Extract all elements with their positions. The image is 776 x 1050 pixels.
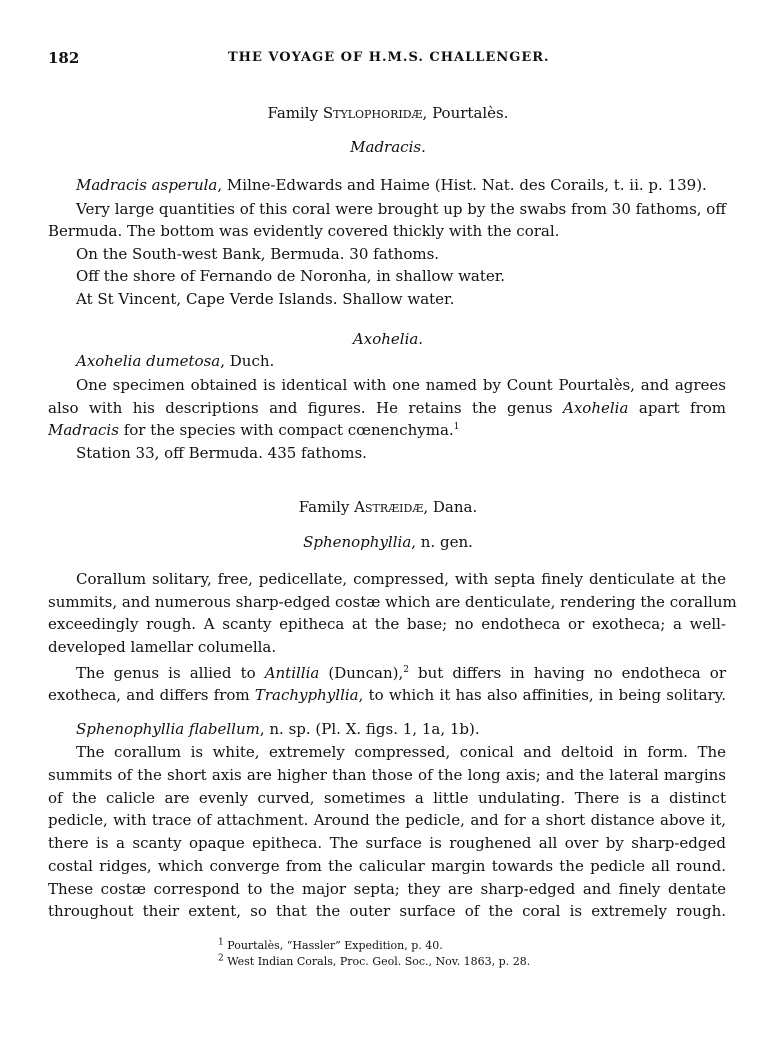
page-number: 182 <box>48 49 80 67</box>
footnote-ref: 1 <box>453 422 460 432</box>
family-heading: Family Stylophoridæ, Pourtalès. <box>267 104 509 122</box>
running-title: THE VOYAGE OF H.M.S. CHALLENGER. <box>228 50 550 65</box>
text-line: The genus is allied to Antillia (Duncan),$^2$ but differs in having no endotheca or <box>76 664 727 682</box>
genus-heading: Sphenophyllia, n. gen. <box>303 533 473 551</box>
text-line: summits, and numerous sharp-edged costæ which are denticulate, rendering the corallum <box>48 593 737 611</box>
locality-line: On the South-west Bank, Bermuda. 30 fathoms. <box>76 245 440 263</box>
text-line: These costæ correspond to the major septa; they are sharp-edged and finely dentate <box>48 880 726 898</box>
text-line: Bermuda. The bottom was evidently covered thickly with the coral. <box>48 222 560 240</box>
text-line: pedicle, with trace of attachment. Around the pedicle, and for a short distance above it, <box>48 811 726 829</box>
text-line: Very large quantities of this coral were brought up by the swabs from 30 fathoms, off <box>76 200 726 218</box>
genus-heading: Axohelia. <box>352 330 424 348</box>
species-entry: Axohelia dumetosa, Duch. <box>76 352 275 370</box>
text-line: exotheca, and differs from Trachyphyllia, to which it has also affinities, in being solitary. <box>48 686 726 704</box>
text-line: The corallum is white, extremely compressed, conical and deltoid in form. The <box>76 743 726 761</box>
footnote: $^1$ Pourtalès, “Hassler” Expedition, p. 40. <box>218 937 443 952</box>
text-line: developed lamellar columella. <box>48 638 277 656</box>
text-line: Madracis for the species with compact cœnenchyma.$^1$ <box>48 421 460 439</box>
genus-heading: Madracis. <box>350 138 426 156</box>
species-entry: Sphenophyllia flabellum, n. sp. (Pl. X. figs. 1, 1a, 1b). <box>76 720 480 738</box>
footnote-ref: 2 <box>403 665 409 675</box>
text-line: exceedingly rough. A scanty epitheca at the base; no endotheca or exotheca; a well- <box>48 615 726 633</box>
family-taxon: Stylophoridæ <box>322 104 423 122</box>
family-taxon: Astræidæ <box>354 498 424 516</box>
locality-line: Off the shore of Fernando de Noronha, in shallow water. <box>76 267 506 285</box>
text-line: Corallum solitary, free, pedicellate, compressed, with septa finely denticulate at the <box>76 570 726 588</box>
species-entry: Madracis asperula, Milne-Edwards and Haime (Hist. Nat. des Corails, t. ii. p. 139). <box>76 176 707 194</box>
text-line: One specimen obtained is identical with one named by Count Pourtalès, and agrees <box>76 376 726 394</box>
text-line: of the calicle are evenly curved, sometimes a little undulating. There is a distinct <box>48 789 726 807</box>
station-line: Station 33, off Bermuda. 435 fathoms. <box>76 444 367 462</box>
text-line: also with his descriptions and figures. He retains the genus Axohelia apart from <box>48 399 726 417</box>
text-line: there is a scanty opaque epitheca. The surface is roughened all over by sharp-edged <box>48 834 726 852</box>
text-line: summits of the short axis are higher than those of the long axis; and the lateral margins <box>48 766 726 784</box>
footnote: $^2$ West Indian Corals, Proc. Geol. Soc., Nov. 1863, p. 28. <box>218 953 531 968</box>
text-line: costal ridges, which converge from the calicular margin towards the pedicle all round. <box>48 857 726 875</box>
family-heading: Family Astræidæ, Dana. <box>298 498 478 516</box>
text-line: throughout their extent, so that the outer surface of the coral is extremely rough. <box>48 902 726 920</box>
locality-line: At St Vincent, Cape Verde Islands. Shallow water. <box>76 290 455 308</box>
